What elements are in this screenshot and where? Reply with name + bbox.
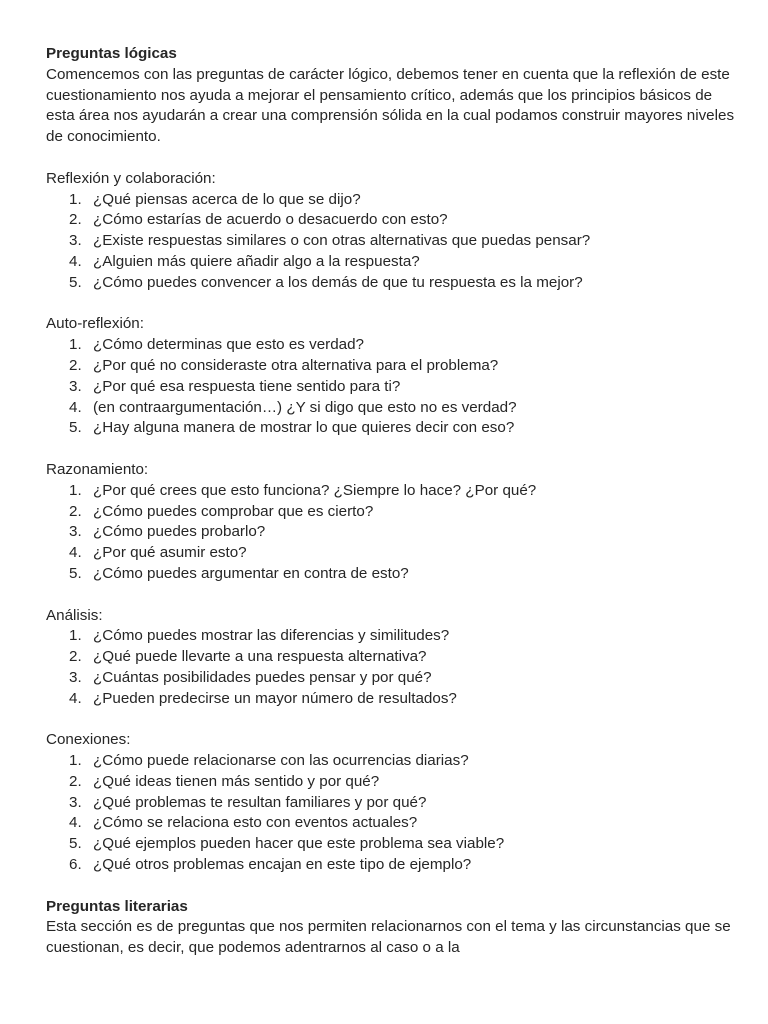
intro-logical-paragraph: Comencemos con las preguntas de carácter lógico, debemos tener en cuenta que la reflexión de este cuestionamiento nos ayuda a mejorar el pensamiento crítico, además que los principios básicos de esta área nos ayudarán a crear una comprensión sólida en la cual podamos construir mayores niveles de conocimiento. xyxy=(46,65,735,146)
section-title: Razonamiento: xyxy=(46,460,149,478)
list-item xyxy=(46,813,736,834)
list-item-number: 2. xyxy=(69,211,82,229)
list-item-text: ¿Qué piensas acerca de lo que se dijo? xyxy=(93,190,361,208)
list-item xyxy=(46,626,736,647)
section-title: Reflexión y colaboración: xyxy=(46,169,216,187)
question-sections xyxy=(46,148,736,876)
list-item xyxy=(46,356,736,377)
list-item xyxy=(46,751,736,772)
list-item-number: 3. xyxy=(69,523,82,541)
list-item-number: 6. xyxy=(69,856,82,874)
list-item xyxy=(46,398,736,419)
list-item-text: ¿Por qué no consideraste otra alternativa para el problema? xyxy=(93,356,499,374)
list-item xyxy=(46,481,736,502)
list-item xyxy=(46,190,736,211)
list-item-text: ¿Qué problemas te resultan familiares y por qué? xyxy=(93,793,427,811)
list-item-number: 3. xyxy=(69,668,82,686)
numbered-list xyxy=(46,190,736,294)
list-item xyxy=(46,273,736,294)
list-item-number: 4. xyxy=(69,814,82,832)
numbered-list xyxy=(46,481,736,585)
spacer xyxy=(46,710,736,731)
list-item-text: ¿Por qué esa respuesta tiene sentido para ti? xyxy=(93,377,401,395)
list-item-text: ¿Qué otros problemas encajan en este tipo de ejemplo? xyxy=(93,856,472,874)
list-item-number: 2. xyxy=(69,356,82,374)
list-item-number: 2. xyxy=(69,648,82,666)
list-item-number: 2. xyxy=(69,502,82,520)
list-item-text: ¿Cómo puede relacionarse con las ocurrencias diarias? xyxy=(93,752,469,770)
list-item-text: ¿Por qué asumir esto? xyxy=(93,544,247,562)
list-item-number: 5. xyxy=(69,564,82,582)
list-item-number: 3. xyxy=(69,232,82,250)
heading-literary-questions: Preguntas literarias xyxy=(46,897,188,915)
document-page xyxy=(46,44,736,959)
list-item-text: ¿Qué ejemplos pueden hacer que este problema sea viable? xyxy=(93,835,505,853)
list-item xyxy=(46,210,736,231)
list-item-number: 5. xyxy=(69,419,82,437)
list-item-number: 1. xyxy=(69,752,82,770)
spacer xyxy=(46,148,736,169)
list-item-text: ¿Cuántas posibilidades puedes pensar y por qué? xyxy=(93,668,432,686)
list-item xyxy=(46,335,736,356)
list-item-text: ¿Cómo determinas que esto es verdad? xyxy=(93,336,364,354)
list-item xyxy=(46,543,736,564)
list-item-text: ¿Existe respuestas similares o con otras alternativas que puedas pensar? xyxy=(93,232,591,250)
list-item-text: ¿Cómo se relaciona esto con eventos actuales? xyxy=(93,814,418,832)
list-item xyxy=(46,502,736,523)
spacer xyxy=(46,585,736,606)
list-item xyxy=(46,564,736,585)
list-item-text: ¿Cómo puedes convencer a los demás de que tu respuesta es la mejor? xyxy=(93,273,583,291)
section-title: Análisis: xyxy=(46,606,103,624)
section-title: Conexiones: xyxy=(46,731,131,749)
list-item-text: ¿Cómo estarías de acuerdo o desacuerdo con esto? xyxy=(93,211,448,229)
list-item xyxy=(46,418,736,439)
list-item xyxy=(46,377,736,398)
list-item xyxy=(46,689,736,710)
list-item-number: 5. xyxy=(69,835,82,853)
list-item xyxy=(46,772,736,793)
list-item-text: ¿Pueden predecirse un mayor número de resultados? xyxy=(93,689,457,707)
list-item-text: ¿Qué ideas tienen más sentido y por qué? xyxy=(93,772,380,790)
intro-literary-paragraph: Esta sección es de preguntas que nos permiten relacionarnos con el tema y las circunstancias que se cuestionan, es decir, que podemos adentrarnos al caso o a la xyxy=(46,918,731,957)
section-title: Auto-reflexión: xyxy=(46,315,144,333)
heading-logical-questions: Preguntas lógicas xyxy=(46,45,177,62)
list-item-text: (en contraargumentación…) ¿Y si digo que esto no es verdad? xyxy=(93,398,517,416)
list-item-number: 2. xyxy=(69,772,82,790)
list-item-number: 3. xyxy=(69,793,82,811)
list-item xyxy=(46,855,736,876)
spacer xyxy=(46,876,736,897)
list-item-number: 1. xyxy=(69,190,82,208)
list-item xyxy=(46,522,736,543)
list-item-number: 5. xyxy=(69,273,82,291)
list-item xyxy=(46,793,736,814)
list-item-number: 4. xyxy=(69,252,82,270)
list-item-number: 4. xyxy=(69,544,82,562)
list-item-text: ¿Cómo puedes probarlo? xyxy=(93,523,266,541)
list-item xyxy=(46,668,736,689)
numbered-list xyxy=(46,626,736,709)
numbered-list xyxy=(46,751,736,876)
list-item-text: ¿Cómo puedes comprobar que es cierto? xyxy=(93,502,374,520)
list-item-text: ¿Alguien más quiere añadir algo a la respuesta? xyxy=(93,252,420,270)
spacer xyxy=(46,439,736,460)
list-item-text: ¿Por qué crees que esto funciona? ¿Siempre lo hace? ¿Por qué? xyxy=(93,481,537,499)
list-item xyxy=(46,647,736,668)
list-item xyxy=(46,252,736,273)
list-item xyxy=(46,231,736,252)
list-item-text: ¿Cómo puedes mostrar las diferencias y similitudes? xyxy=(93,627,450,645)
list-item-number: 1. xyxy=(69,627,82,645)
list-item-text: ¿Hay alguna manera de mostrar lo que quieres decir con eso? xyxy=(93,419,515,437)
list-item-number: 4. xyxy=(69,398,82,416)
list-item-number: 4. xyxy=(69,689,82,707)
list-item-number: 1. xyxy=(69,481,82,499)
numbered-list xyxy=(46,335,736,439)
list-item-number: 1. xyxy=(69,336,82,354)
list-item-text: ¿Cómo puedes argumentar en contra de esto? xyxy=(93,564,409,582)
list-item xyxy=(46,834,736,855)
list-item-number: 3. xyxy=(69,377,82,395)
list-item-text: ¿Qué puede llevarte a una respuesta alternativa? xyxy=(93,648,427,666)
spacer xyxy=(46,294,736,315)
